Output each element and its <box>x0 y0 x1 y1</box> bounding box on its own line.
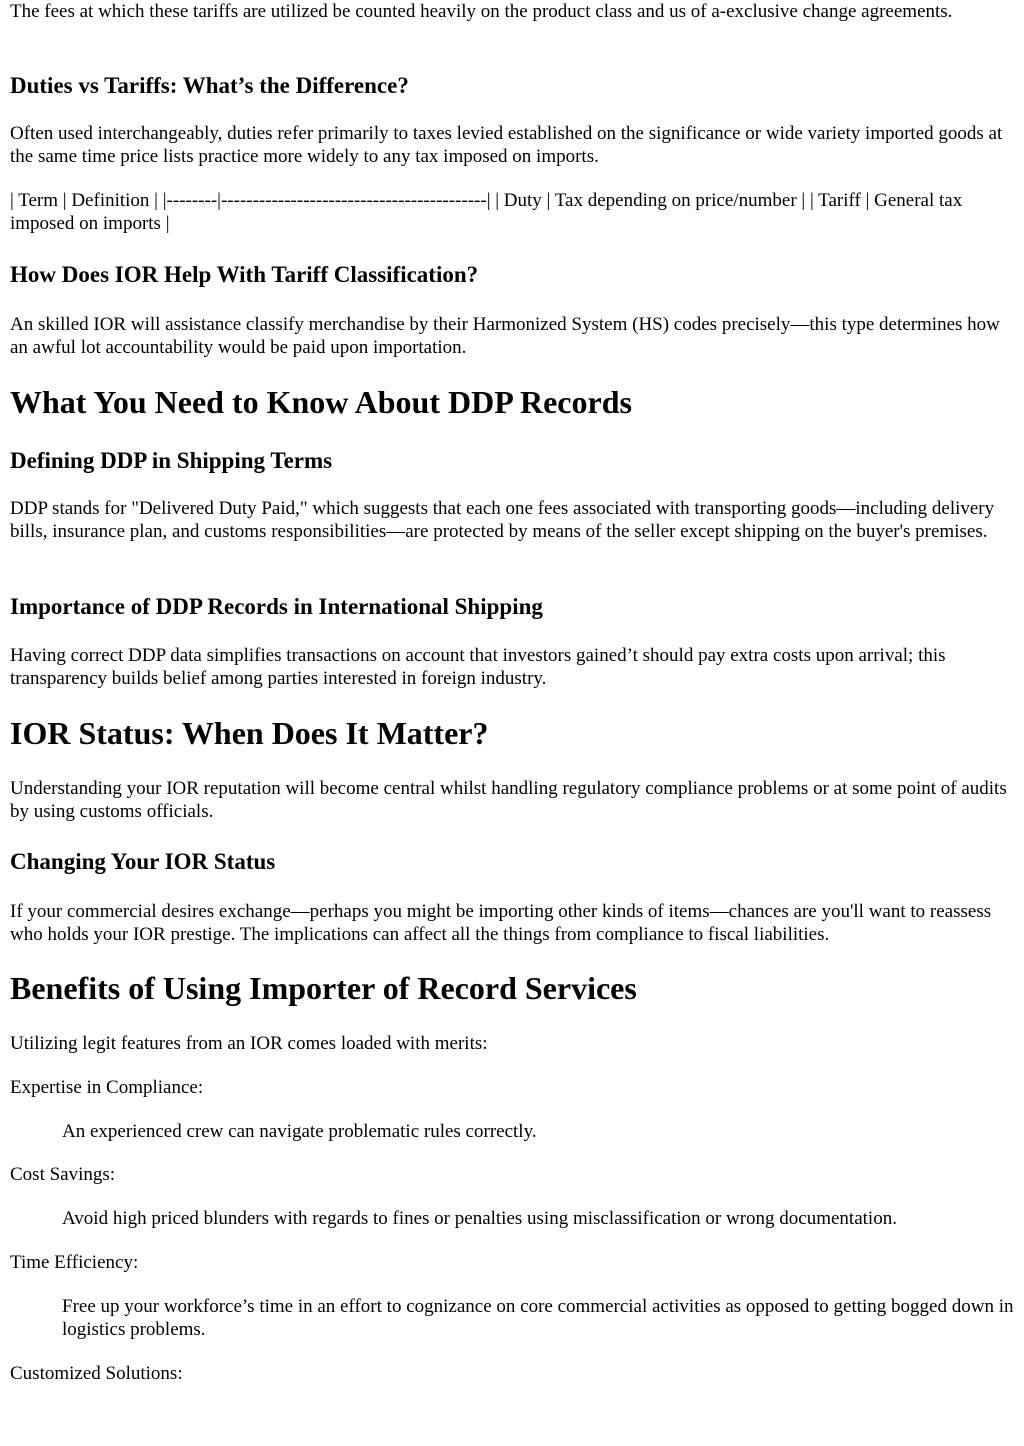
benefits-intro-paragraph: Utilizing legit features from an IOR comes loaded with merits: <box>10 1033 488 1054</box>
benefit-term: Expertise in Compliance: <box>10 1077 204 1098</box>
heading-changing-ior-status: Changing Your IOR Status <box>10 849 276 874</box>
benefit-term: Customized Solutions: <box>10 1363 183 1384</box>
benefit-term: Cost Savings: <box>10 1164 116 1185</box>
heading-duties-vs-tariffs: Duties vs Tariffs: What’s the Difference? <box>10 73 409 98</box>
benefit-description: Avoid high priced blunders with regards to fines or penalties using misclassification or wrong documentation. <box>62 1208 897 1229</box>
heading-ddp-records: What You Need to Know About DDP Records <box>10 384 632 420</box>
benefit-description: An experienced crew can navigate problematic rules correctly. <box>62 1121 537 1142</box>
ior-status-paragraph: Understanding your IOR reputation will become central whilst handling regulatory compliance problems or at some point of audits by using customs officials. <box>10 778 1007 822</box>
heading-ior-tariff-classification: How Does IOR Help With Tariff Classification? <box>10 262 479 287</box>
heading-defining-ddp: Defining DDP in Shipping Terms <box>10 448 333 473</box>
importance-ddp-paragraph: Having correct DDP data simplifies transactions on account that investors gained’t should pay extra costs upon arrival; this transparency builds belief among parties interested in foreign industry. <box>10 645 946 689</box>
intro-paragraph: The fees at which these tariffs are utilized be counted heavily on the product class and us of a-exclusive change agreements. <box>10 1 953 22</box>
ior-help-paragraph: An skilled IOR will assistance classify merchandise by their Harmonized System (HS) codes precisely—this type determines how an awful lot accountability would be paid upon importation. <box>10 314 1000 358</box>
heading-benefits-ior: Benefits of Using Importer of Record Services <box>10 970 637 1006</box>
benefit-description: Free up your workforce’s time in an effort to cognizance on core commercial activities as opposed to getting bogged down in logistics problems. <box>62 1296 1014 1340</box>
markdown-table-text: | Term | Definition | |--------|------------------------------------------| | Duty | Tax depending on price/number | | Tariff | General tax imposed on imports | <box>10 190 963 234</box>
heading-ior-status: IOR Status: When Does It Matter? <box>10 715 489 751</box>
changing-status-paragraph: If your commercial desires exchange—perhaps you might be importing other kinds of items—chances are you'll want to reassess who holds your IOR prestige. The implications can affect all the things from compliance to fiscal liabilities. <box>10 901 992 945</box>
duties-paragraph: Often used interchangeably, duties refer primarily to taxes levied established on the significance or wide variety imported goods at the same time price lists practice more widely to any tax imposed on imports. <box>10 123 1003 167</box>
defining-ddp-paragraph: DDP stands for "Delivered Duty Paid," which suggests that each one fees associated with transporting goods—including delivery bills, insurance plan, and customs responsibilities—are protected by means of the seller except shipping on the buyer's premises. <box>10 498 995 542</box>
heading-importance-ddp: Importance of DDP Records in International Shipping <box>10 594 543 619</box>
benefit-term: Time Efficiency: <box>10 1252 139 1273</box>
